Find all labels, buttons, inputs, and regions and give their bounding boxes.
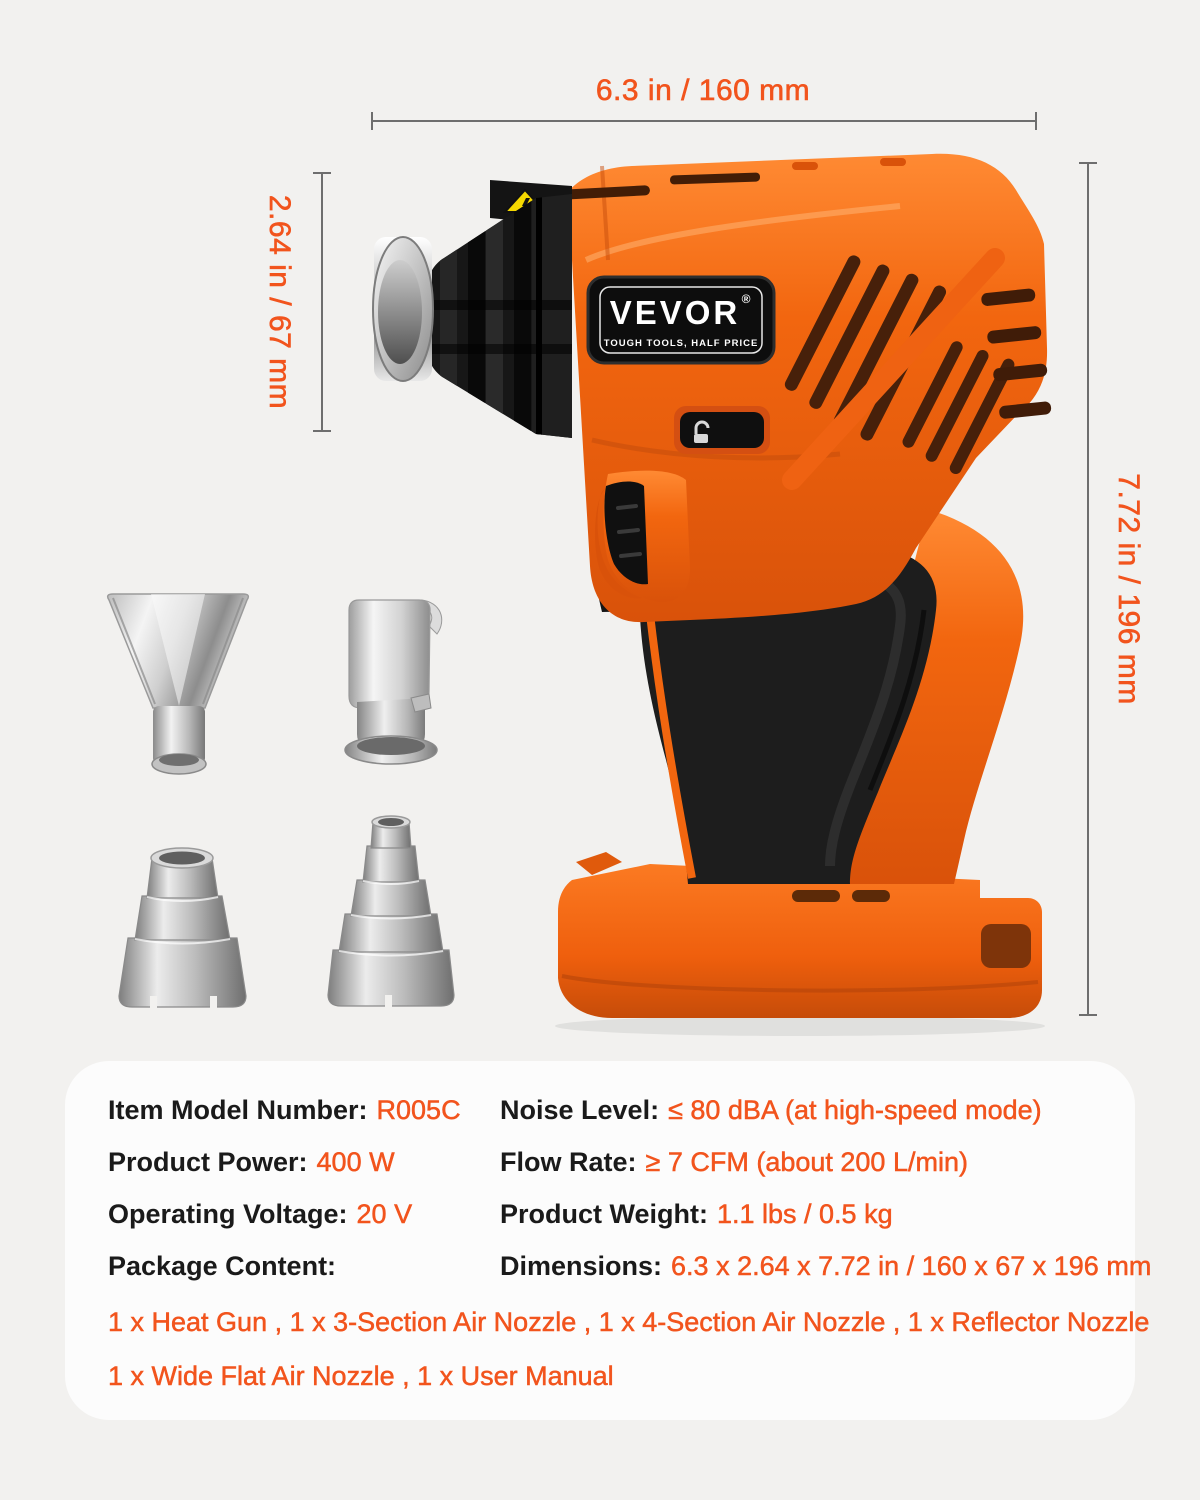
spec-column-left <box>108 1097 461 1280</box>
height-dimension-line <box>1087 162 1089 1016</box>
spec-value: 20 V <box>356 1199 413 1229</box>
brand-badge <box>588 277 774 363</box>
three-section-air-nozzle-image <box>110 816 255 1011</box>
spec-label: Dimensions: <box>500 1251 663 1281</box>
dimension-tick <box>371 112 373 130</box>
spec-label: Flow Rate: <box>500 1147 637 1177</box>
spec-value: R005C <box>376 1095 461 1125</box>
spec-value: ≤ 80 dBA (at high-speed mode) <box>668 1095 1042 1125</box>
spec-label: Operating Voltage: <box>108 1199 348 1229</box>
spec-row-package-content <box>108 1253 461 1280</box>
spec-value: 1.1 lbs / 0.5 kg <box>716 1199 893 1229</box>
spec-row-power <box>108 1149 461 1176</box>
brand-reg-mark: ® <box>741 292 751 306</box>
brand-tagline: TOUGH TOOLS, HALF PRICE <box>603 338 759 349</box>
spec-label: Product Weight: <box>500 1199 708 1229</box>
dimension-tick <box>1035 112 1037 130</box>
gun-nozzle <box>373 180 572 444</box>
lock-button <box>674 406 770 454</box>
gun-trigger <box>595 471 690 603</box>
dimension-tick <box>1079 1014 1097 1016</box>
dimension-tick <box>1079 162 1097 164</box>
spec-value: 6.3 x 2.64 x 7.72 in / 160 x 67 x 196 mm <box>671 1251 1152 1281</box>
wide-flat-air-nozzle-image <box>93 590 263 780</box>
spec-label: Noise Level: <box>500 1095 660 1125</box>
dimension-tick <box>313 430 331 432</box>
spec-row-dimensions <box>500 1253 1151 1280</box>
spec-row-voltage <box>108 1201 461 1228</box>
width-dimension-label: 6.3 in / 160 mm <box>595 74 811 107</box>
height-dimension-label: 7.72 in / 196 mm <box>1112 473 1145 705</box>
spec-card <box>65 1061 1152 1420</box>
four-section-air-nozzle-image <box>321 810 461 1010</box>
spec-label: Item Model Number: <box>108 1095 368 1125</box>
spec-row-flow-rate <box>500 1149 1151 1176</box>
spec-label: Package Content: <box>108 1251 337 1281</box>
brand-text: VEVOR <box>609 294 741 331</box>
reflector-nozzle-image <box>327 594 452 774</box>
dimension-tick <box>313 172 331 174</box>
package-content-line-1: 1 x Heat Gun , 1 x 3-Section Air Nozzle , 1 x 4-Section Air Nozzle , 1 x Reflector Nozzle <box>108 1307 1150 1337</box>
spec-label: Product Power: <box>108 1147 308 1177</box>
spec-row-weight <box>500 1201 1151 1228</box>
package-content-line-2: 1 x Wide Flat Air Nozzle , 1 x User Manual <box>108 1361 614 1391</box>
spec-value: ≥ 7 CFM (about 200 L/min) <box>645 1147 968 1177</box>
gun-shadow <box>555 1016 1045 1036</box>
nozzle-ribs <box>428 190 572 444</box>
depth-dimension-label: 2.64 in / 67 mm <box>263 194 296 410</box>
spec-row-model <box>108 1097 461 1124</box>
spec-column-right <box>500 1097 1151 1280</box>
spec-value: 400 W <box>316 1147 395 1177</box>
width-dimension-line <box>371 120 1037 122</box>
spec-row-noise <box>500 1097 1151 1124</box>
depth-dimension-line <box>321 172 323 432</box>
